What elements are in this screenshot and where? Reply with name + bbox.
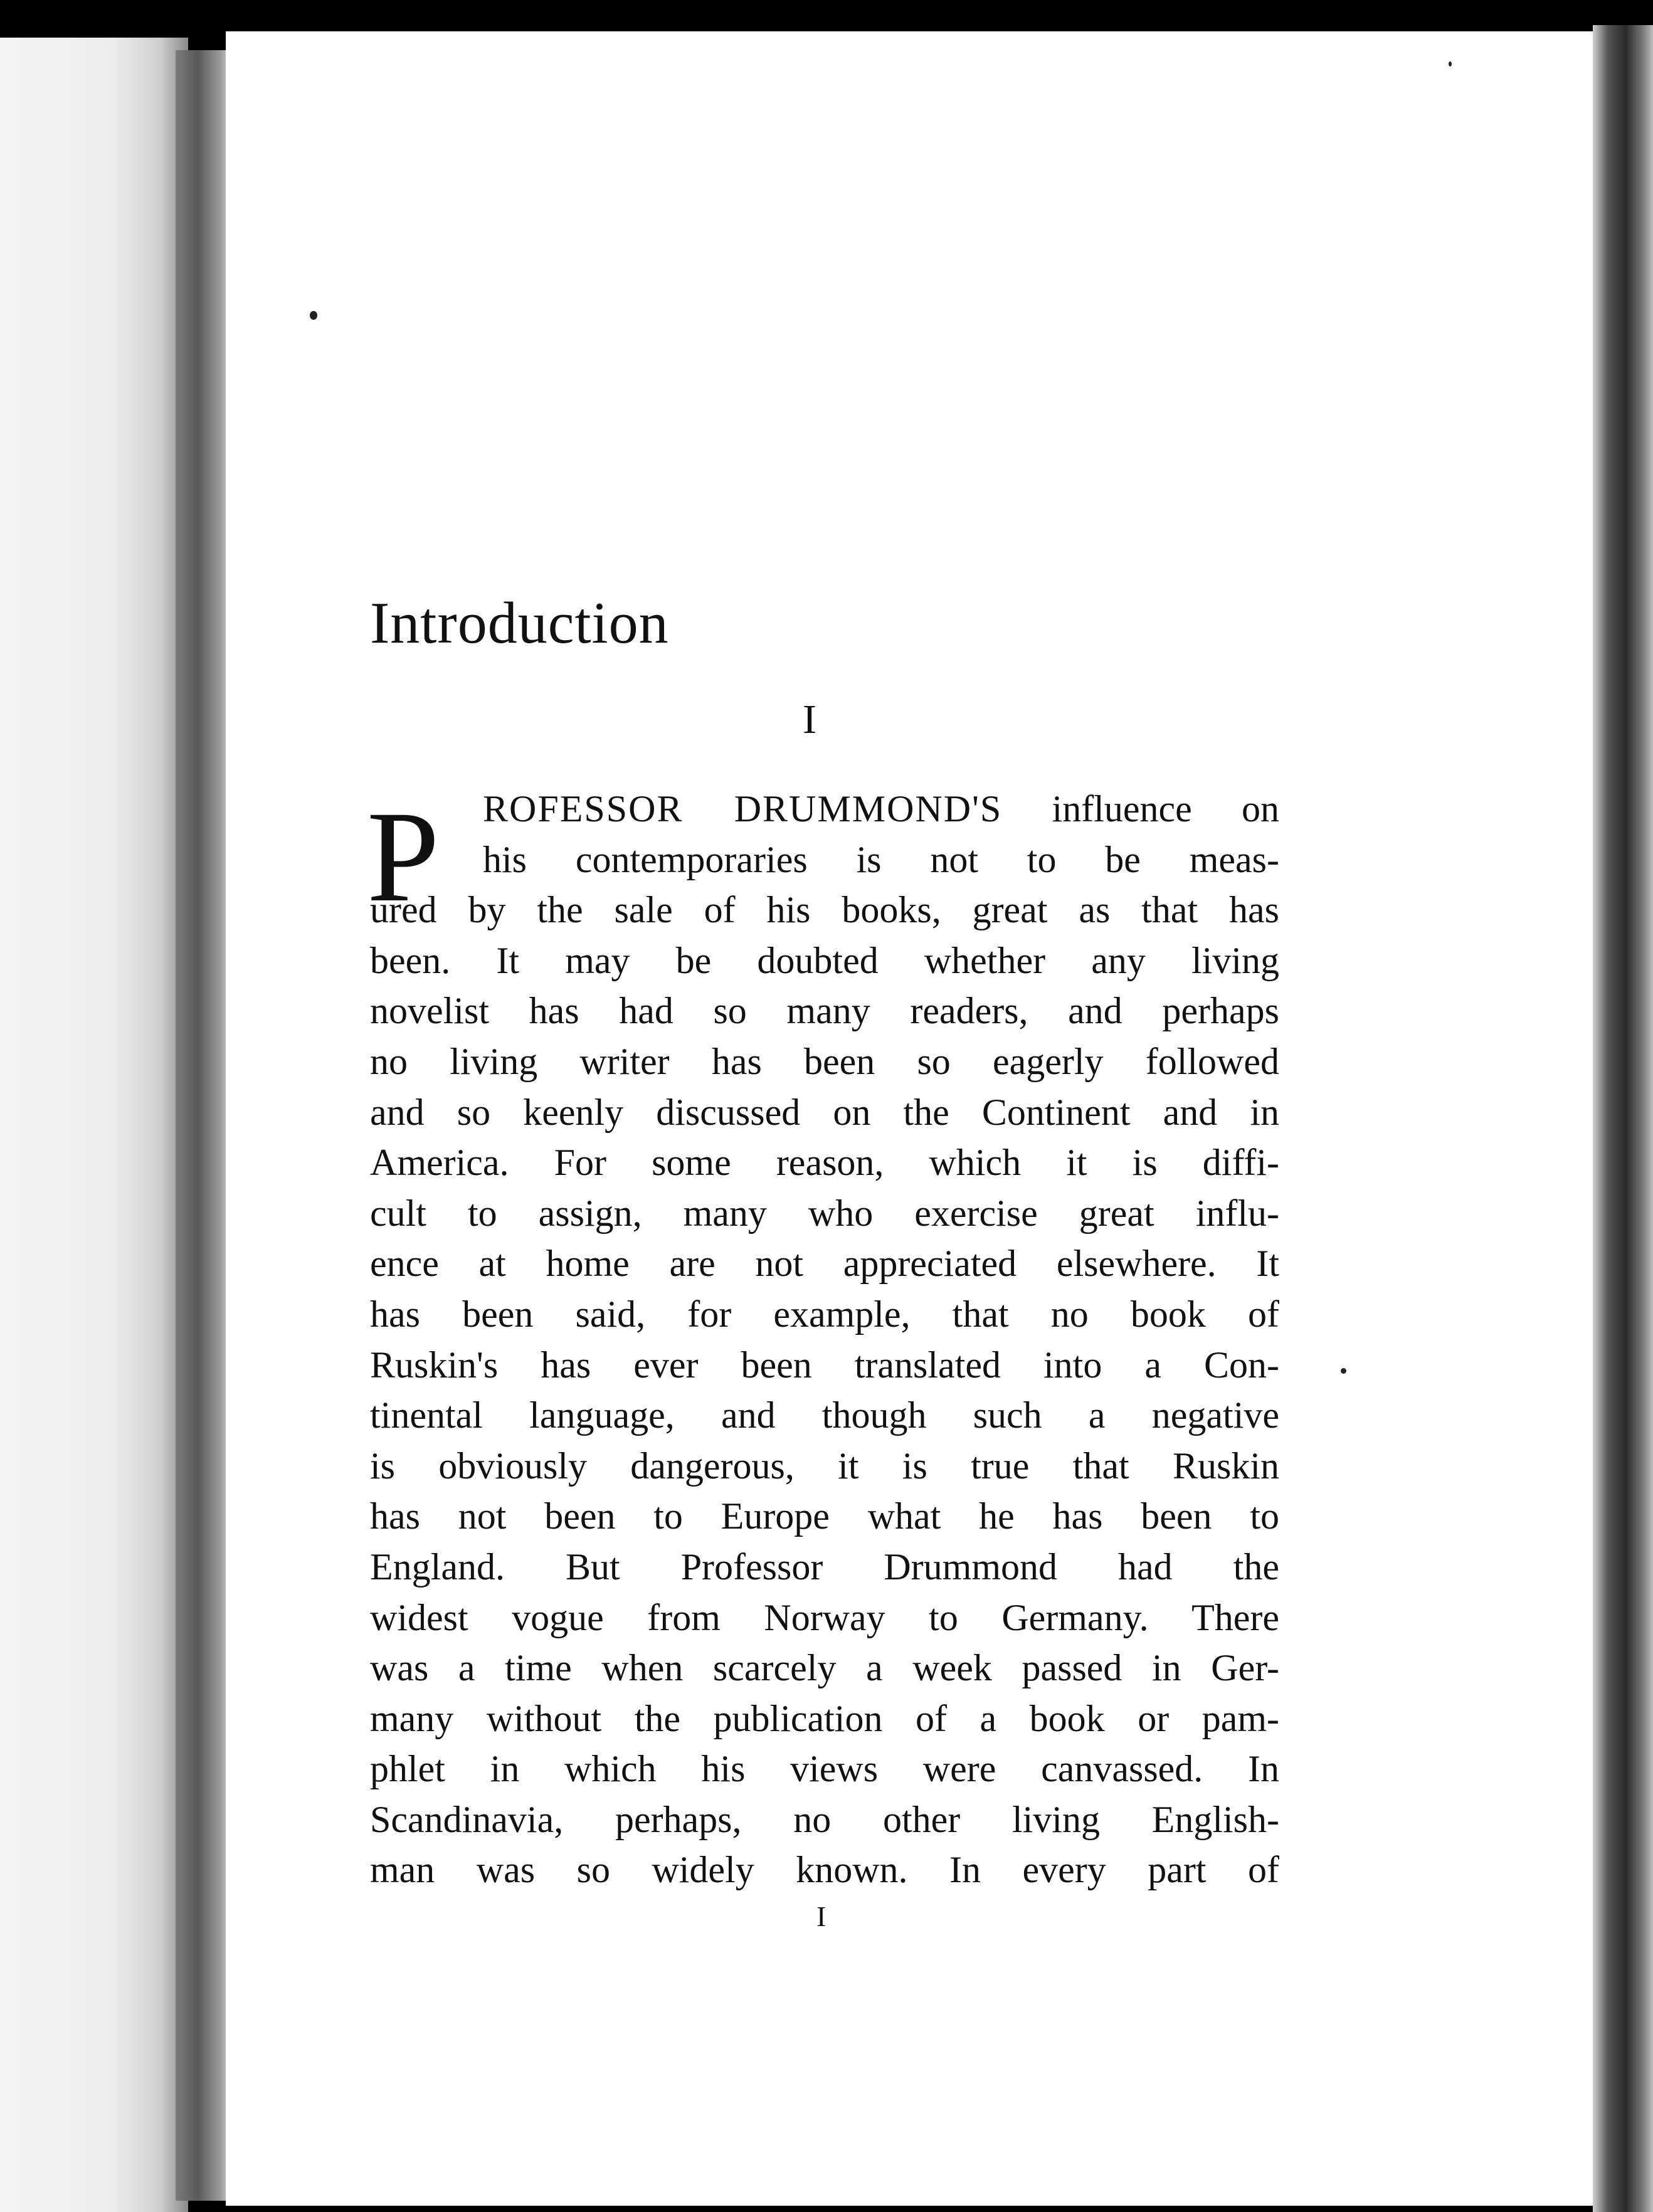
section-number: I — [803, 697, 816, 742]
text-line: is obviously dangerous, it is true that Ruskin — [370, 1445, 1279, 1487]
first-line-caps: ROFESSOR DRUMMOND'S — [483, 788, 1003, 830]
text-line: man was so widely known. In every part of — [370, 1849, 1279, 1891]
text-line: many without the publication of a book or pam- — [370, 1697, 1279, 1739]
text-line: Scandinavia, perhaps, no other living English- — [370, 1798, 1279, 1840]
text-line — [370, 784, 1279, 835]
page-edge — [1593, 25, 1653, 2212]
text-line: his contemporaries is not to be meas- — [483, 838, 1279, 880]
text-line: Ruskin's has ever been translated into a Con- — [370, 1344, 1279, 1386]
text-line: cult to assign, many who exercise great influ- — [370, 1192, 1279, 1234]
page-number: I — [816, 1900, 826, 1932]
text-line: England. But Professor Drummond had the — [370, 1546, 1279, 1588]
ink-speck — [1449, 61, 1452, 66]
chapter-title: Introduction — [370, 591, 669, 656]
text-line: novelist has had so many readers, and perhaps — [370, 990, 1279, 1032]
text-line: has not been to Europe what he has been to — [370, 1495, 1279, 1537]
text-line: no living writer has been so eagerly followed — [370, 1040, 1279, 1082]
text-line: and so keenly discussed on the Continent and in — [370, 1091, 1279, 1133]
text-line: was a time when scarcely a week passed in Ger- — [370, 1647, 1279, 1689]
first-line-rest: influence on — [1002, 788, 1279, 830]
text-line: been. It may be doubted whether any living — [370, 939, 1279, 981]
text-line: has been said, for example, that no book of — [370, 1293, 1279, 1335]
ink-speck — [310, 311, 317, 320]
text-line: tinental language, and though such a negative — [370, 1394, 1279, 1436]
facing-page — [0, 38, 188, 2212]
drop-cap: P — [367, 784, 440, 929]
text-line: America. For some reason, which it is diffi- — [370, 1142, 1279, 1184]
body-text — [370, 784, 1279, 1895]
text-line: phlet in which his views were canvassed. In — [370, 1748, 1279, 1790]
text-line: ence at home are not appreciated elsewhere. It — [370, 1243, 1279, 1285]
book-gutter — [176, 50, 232, 2201]
text-line: ured by the sale of his books, great as that has — [370, 889, 1279, 931]
ink-speck — [1341, 1368, 1346, 1374]
text-line: widest vogue from Norway to Germany. There — [370, 1596, 1279, 1638]
